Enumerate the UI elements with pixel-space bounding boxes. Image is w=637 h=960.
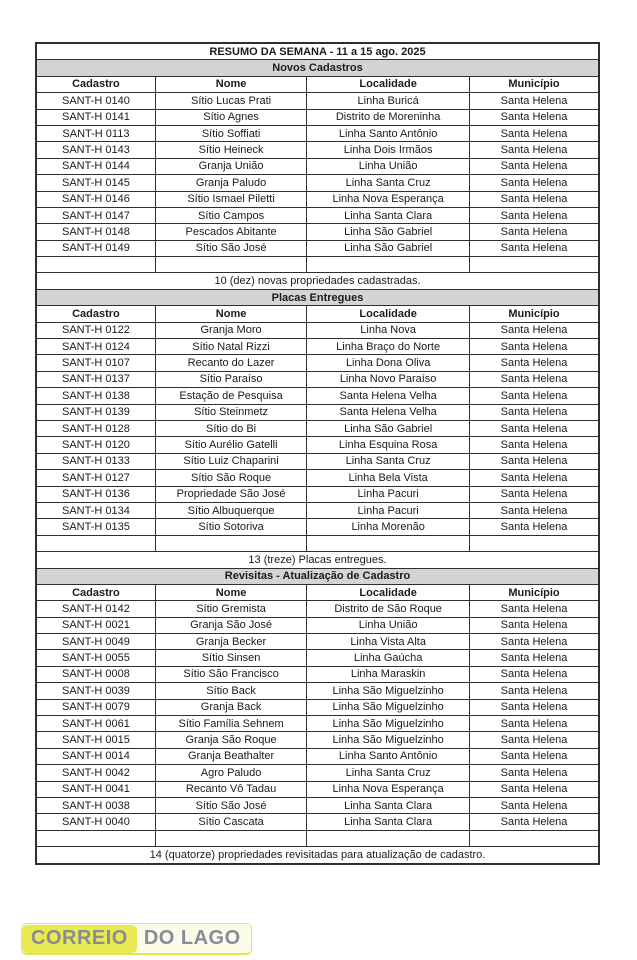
table-row <box>36 470 599 486</box>
cell: Sítio Sotoriva <box>155 519 306 535</box>
column-header: Localidade <box>307 584 470 600</box>
table-row <box>36 601 599 617</box>
cell: Santa Helena <box>469 453 599 469</box>
section-title: Placas Entregues <box>36 289 599 305</box>
empty-cell <box>155 257 306 273</box>
empty-cell <box>469 257 599 273</box>
cell: Sítio Cascata <box>155 814 306 830</box>
cell: SANT-H 0148 <box>36 224 155 240</box>
table-row <box>36 240 599 256</box>
table-row <box>36 683 599 699</box>
cell: Linha São Miguelzinho <box>307 699 470 715</box>
cell: SANT-H 0149 <box>36 240 155 256</box>
report-title-row <box>36 43 599 60</box>
cell: SANT-H 0049 <box>36 634 155 650</box>
cell: Linha Esquina Rosa <box>307 437 470 453</box>
cell: Sítio Back <box>155 683 306 699</box>
cell: SANT-H 0079 <box>36 699 155 715</box>
cell: SANT-H 0039 <box>36 683 155 699</box>
cell: Granja União <box>155 158 306 174</box>
cell: Estação de Pesquisa <box>155 388 306 404</box>
table-row <box>36 437 599 453</box>
cell: Sítio Luiz Chaparini <box>155 453 306 469</box>
cell: SANT-H 0139 <box>36 404 155 420</box>
empty-cell <box>307 535 470 551</box>
cell: SANT-H 0140 <box>36 93 155 109</box>
column-header: Localidade <box>307 76 470 92</box>
table-row <box>36 814 599 830</box>
cell: SANT-H 0144 <box>36 158 155 174</box>
cell: Granja São José <box>155 617 306 633</box>
cell: Sítio Sinsen <box>155 650 306 666</box>
column-header: Cadastro <box>36 306 155 322</box>
cell: Linha Pacuri <box>307 502 470 518</box>
cell: SANT-H 0135 <box>36 519 155 535</box>
empty-cell <box>307 257 470 273</box>
cell: Linha Nova <box>307 322 470 338</box>
cell: Sítio Paraíso <box>155 371 306 387</box>
cell: Sítio São José <box>155 240 306 256</box>
cell: Sítio Campos <box>155 207 306 223</box>
column-header: Cadastro <box>36 76 155 92</box>
cell: SANT-H 0008 <box>36 666 155 682</box>
cell: SANT-H 0143 <box>36 142 155 158</box>
cell: Sítio Gremista <box>155 601 306 617</box>
cell: Linha Bela Vista <box>307 470 470 486</box>
cell: Sítio Steinmetz <box>155 404 306 420</box>
cell: SANT-H 0142 <box>36 601 155 617</box>
cell: Granja Becker <box>155 634 306 650</box>
empty-row <box>36 257 599 273</box>
table-row <box>36 650 599 666</box>
cell: Santa Helena <box>469 224 599 240</box>
table-row <box>36 404 599 420</box>
cell: Granja Paludo <box>155 175 306 191</box>
table-row <box>36 617 599 633</box>
cell: Distrito de São Roque <box>307 601 470 617</box>
table-row <box>36 322 599 338</box>
empty-cell <box>155 535 306 551</box>
cell: Sítio Natal Rizzi <box>155 339 306 355</box>
cell: Santa Helena <box>469 371 599 387</box>
cell: SANT-H 0133 <box>36 453 155 469</box>
cell: Santa Helena <box>469 420 599 436</box>
cell: SANT-H 0124 <box>36 339 155 355</box>
cell: Santa Helena <box>469 699 599 715</box>
table-row <box>36 781 599 797</box>
table-row <box>36 519 599 535</box>
cell: Linha São Gabriel <box>307 240 470 256</box>
table-row <box>36 142 599 158</box>
cell: Sítio Albuquerque <box>155 502 306 518</box>
table-row <box>36 207 599 223</box>
cell: Santa Helena <box>469 125 599 141</box>
cell: Linha Santa Cruz <box>307 765 470 781</box>
section-title: Revisitas - Atualização de Cadastro <box>36 568 599 584</box>
cell: SANT-H 0120 <box>36 437 155 453</box>
table-row <box>36 191 599 207</box>
cell: Sítio Lucas Prati <box>155 93 306 109</box>
cell: Granja Beathalter <box>155 748 306 764</box>
table-row <box>36 109 599 125</box>
cell: Sítio São Francisco <box>155 666 306 682</box>
empty-cell <box>307 830 470 846</box>
cell: Santa Helena <box>469 470 599 486</box>
cell: SANT-H 0107 <box>36 355 155 371</box>
cell: Sítio São Roque <box>155 470 306 486</box>
cell: Granja Back <box>155 699 306 715</box>
empty-row <box>36 535 599 551</box>
table-row <box>36 797 599 813</box>
column-header-row <box>36 76 599 92</box>
cell: Santa Helena <box>469 486 599 502</box>
cell: Santa Helena <box>469 109 599 125</box>
column-header: Nome <box>155 76 306 92</box>
empty-cell <box>469 830 599 846</box>
empty-row <box>36 830 599 846</box>
cell: Santa Helena <box>469 158 599 174</box>
cell: SANT-H 0041 <box>36 781 155 797</box>
cell: SANT-H 0147 <box>36 207 155 223</box>
cell: Granja Moro <box>155 322 306 338</box>
table-row <box>36 371 599 387</box>
cell: Santa Helena <box>469 601 599 617</box>
cell: Santa Helena <box>469 207 599 223</box>
cell: SANT-H 0014 <box>36 748 155 764</box>
table-row <box>36 699 599 715</box>
cell: Santa Helena <box>469 93 599 109</box>
cell: Linha São Gabriel <box>307 420 470 436</box>
cell: SANT-H 0136 <box>36 486 155 502</box>
cell: Sítio Aurélio Gatelli <box>155 437 306 453</box>
cell: Linha União <box>307 158 470 174</box>
table-row <box>36 339 599 355</box>
table-row <box>36 355 599 371</box>
correio-do-lago-logo <box>21 923 252 955</box>
table-row <box>36 388 599 404</box>
empty-cell <box>469 535 599 551</box>
cell: Santa Helena <box>469 322 599 338</box>
cell: Linha Vista Alta <box>307 634 470 650</box>
summary-row <box>36 847 599 864</box>
cell: Santa Helena <box>469 716 599 732</box>
cell: Santa Helena <box>469 666 599 682</box>
cell: SANT-H 0015 <box>36 732 155 748</box>
cell: Linha Pacuri <box>307 486 470 502</box>
cell: SANT-H 0040 <box>36 814 155 830</box>
table-row <box>36 502 599 518</box>
cell: Sítio Heineck <box>155 142 306 158</box>
cell: Santa Helena <box>469 617 599 633</box>
column-header: Nome <box>155 306 306 322</box>
table-row <box>36 224 599 240</box>
logo-correio-badge: CORREIO <box>22 925 137 953</box>
cell: Linha Santa Cruz <box>307 175 470 191</box>
section-band-row <box>36 289 599 305</box>
table-row <box>36 175 599 191</box>
section-summary: 14 (quatorze) propriedades revisitadas para atualização de cadastro. <box>36 847 599 864</box>
cell: SANT-H 0134 <box>36 502 155 518</box>
cell: Santa Helena <box>469 142 599 158</box>
summary-row <box>36 552 599 568</box>
cell: SANT-H 0145 <box>36 175 155 191</box>
table-row <box>36 666 599 682</box>
section-summary: 10 (dez) novas propriedades cadastradas. <box>36 273 599 289</box>
report-title: RESUMO DA SEMANA - 11 a 15 ago. 2025 <box>36 43 599 60</box>
table-row <box>36 716 599 732</box>
cell: Santa Helena <box>469 339 599 355</box>
section-band-row <box>36 568 599 584</box>
cell: Santa Helena <box>469 650 599 666</box>
cell: SANT-H 0128 <box>36 420 155 436</box>
cell: Linha São Miguelzinho <box>307 716 470 732</box>
cell: Santa Helena <box>469 437 599 453</box>
table-row <box>36 125 599 141</box>
table-row <box>36 486 599 502</box>
cell: Linha Dois Irmãos <box>307 142 470 158</box>
empty-cell <box>36 535 155 551</box>
table-row <box>36 420 599 436</box>
column-header: Município <box>469 584 599 600</box>
cell: Santa Helena <box>469 797 599 813</box>
cell: Linha Santa Clara <box>307 207 470 223</box>
cell: Linha Morenão <box>307 519 470 535</box>
report-table-body <box>36 43 599 864</box>
table-row <box>36 634 599 650</box>
empty-cell <box>36 257 155 273</box>
section-band-row <box>36 60 599 76</box>
table-row <box>36 158 599 174</box>
cell: Agro Paludo <box>155 765 306 781</box>
cell: Santa Helena <box>469 765 599 781</box>
cell: Linha Santa Clara <box>307 797 470 813</box>
table-row <box>36 732 599 748</box>
cell: Linha Santo Antônio <box>307 748 470 764</box>
cell: Linha Nova Esperança <box>307 191 470 207</box>
cell: Santa Helena <box>469 519 599 535</box>
cell: Linha São Gabriel <box>307 224 470 240</box>
cell: SANT-H 0061 <box>36 716 155 732</box>
cell: Santa Helena <box>469 634 599 650</box>
cell: Santa Helena Velha <box>307 404 470 420</box>
cell: Santa Helena <box>469 683 599 699</box>
cell: SANT-H 0113 <box>36 125 155 141</box>
cell: Sítio do Bi <box>155 420 306 436</box>
cell: Santa Helena <box>469 814 599 830</box>
empty-cell <box>36 830 155 846</box>
cell: Sítio Ismael Piletti <box>155 191 306 207</box>
cell: Sítio Família Sehnem <box>155 716 306 732</box>
column-header: Município <box>469 306 599 322</box>
section-summary: 13 (treze) Placas entregues. <box>36 552 599 568</box>
column-header-row <box>36 306 599 322</box>
cell: Linha Nova Esperança <box>307 781 470 797</box>
cell: Granja São Roque <box>155 732 306 748</box>
cell: Recanto Vô Tadau <box>155 781 306 797</box>
cell: Santa Helena <box>469 732 599 748</box>
cell: Santa Helena <box>469 355 599 371</box>
cell: Linha Santa Clara <box>307 814 470 830</box>
cell: Linha Santa Cruz <box>307 453 470 469</box>
cell: Linha São Miguelzinho <box>307 732 470 748</box>
cell: Santa Helena <box>469 240 599 256</box>
cell: Sítio Soffiati <box>155 125 306 141</box>
cell: Santa Helena <box>469 175 599 191</box>
summary-row <box>36 273 599 289</box>
cell: SANT-H 0042 <box>36 765 155 781</box>
cell: SANT-H 0137 <box>36 371 155 387</box>
table-row <box>36 453 599 469</box>
logo-do-lago-text: DO LAGO <box>143 926 241 949</box>
column-header-row <box>36 584 599 600</box>
cell: Santa Helena <box>469 404 599 420</box>
cell: Pescados Abitante <box>155 224 306 240</box>
cell: SANT-H 0138 <box>36 388 155 404</box>
cell: Linha São Miguelzinho <box>307 683 470 699</box>
column-header: Município <box>469 76 599 92</box>
cell: Sítio São José <box>155 797 306 813</box>
cell: Santa Helena <box>469 781 599 797</box>
cell: Linha Braço do Norte <box>307 339 470 355</box>
cell: SANT-H 0021 <box>36 617 155 633</box>
cell: Linha Novo Paraíso <box>307 371 470 387</box>
cell: SANT-H 0127 <box>36 470 155 486</box>
cell: Santa Helena <box>469 388 599 404</box>
empty-cell <box>155 830 306 846</box>
weekly-report-table <box>35 42 600 865</box>
column-header: Localidade <box>307 306 470 322</box>
cell: Recanto do Lazer <box>155 355 306 371</box>
cell: Santa Helena Velha <box>307 388 470 404</box>
cell: SANT-H 0141 <box>36 109 155 125</box>
cell: Linha Dona Oliva <box>307 355 470 371</box>
cell: SANT-H 0055 <box>36 650 155 666</box>
table-row <box>36 748 599 764</box>
table-row <box>36 93 599 109</box>
column-header: Cadastro <box>36 584 155 600</box>
column-header: Nome <box>155 584 306 600</box>
cell: Linha Gaúcha <box>307 650 470 666</box>
cell: Distrito de Moreninha <box>307 109 470 125</box>
table-row <box>36 765 599 781</box>
cell: Santa Helena <box>469 502 599 518</box>
section-title: Novos Cadastros <box>36 60 599 76</box>
cell: SANT-H 0146 <box>36 191 155 207</box>
cell: SANT-H 0122 <box>36 322 155 338</box>
cell: Propriedade São José <box>155 486 306 502</box>
cell: Sítio Agnes <box>155 109 306 125</box>
cell: Linha União <box>307 617 470 633</box>
cell: Santa Helena <box>469 748 599 764</box>
cell: SANT-H 0038 <box>36 797 155 813</box>
cell: Linha Maraskin <box>307 666 470 682</box>
cell: Linha Santo Antônio <box>307 125 470 141</box>
cell: Linha Buricá <box>307 93 470 109</box>
cell: Santa Helena <box>469 191 599 207</box>
